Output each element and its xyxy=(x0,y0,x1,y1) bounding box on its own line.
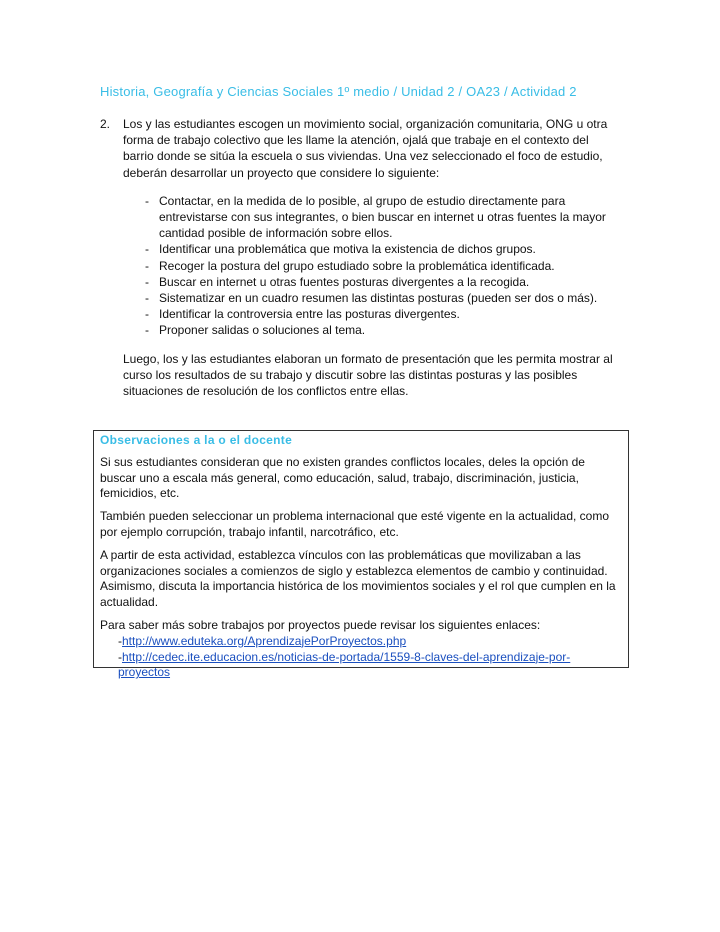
observations-box xyxy=(93,430,629,680)
bullet: - xyxy=(145,323,149,338)
observation-paragraph: También pueden seleccionar un problema internacional que esté vigente en la actualidad, como por ejemplo corrupción, trabajo infantil, narcotráfico, etc. xyxy=(100,509,609,539)
breadcrumb-header: Historia, Geografía y Ciencias Sociales 1º medio / Unidad 2 / OA23 / Actividad 2 xyxy=(100,84,577,99)
list-item-text: Identificar una problemática que motiva la existencia de dichos grupos. xyxy=(159,242,536,257)
observation-paragraph: Si sus estudiantes consideran que no existen grandes conflictos locales, deles la opción de buscar uno a escala más general, como educación, salud, trabajo, discriminación, justicia, femicidios, etc. xyxy=(100,454,585,501)
list-item xyxy=(145,258,622,274)
bullet: - xyxy=(145,193,149,208)
list-item-text: Recoger la postura del grupo estudiado sobre la problemática identificada. xyxy=(159,258,555,273)
link-prefix: - xyxy=(118,649,122,664)
list-item-text: Sistematizar en un cuadro resumen las distintas posturas (pueden ser dos o más). xyxy=(159,291,598,306)
list-item-text: Contactar, en la medida de lo posible, al grupo de estudio directamente para entrevistarse con sus integrantes, o bien buscar en internet u otras fuentes la mayor cantidad posible de información sobre ellos. xyxy=(159,193,606,241)
list-item xyxy=(145,322,622,338)
bullet: - xyxy=(145,242,149,257)
list-item-text: Identificar la controversia entre las posturas divergentes. xyxy=(159,307,460,322)
activity-section xyxy=(100,116,622,399)
observations-title: Observaciones a la o el docente xyxy=(100,433,293,447)
observation-paragraph: A partir de esta actividad, establezca vínculos con las problemáticas que movilizaban a las organizaciones sociales a comienzos de siglo y establezca elementos de cambio y continuidad. Asimismo, discuta la importancia histórica de los movimientos sociales y el rol que cumplen en la actualidad. xyxy=(100,547,616,610)
activity-intro: Los y las estudiantes escogen un movimiento social, organización comunitaria, ONG u otra forma de trabajo colectivo que les llame la atención, ojalá que trabaje en el contexto del barrio donde se sitúa la escuela o sus viviendas. Una vez seleccionado el foco de estudio, deberán desarrollar un proyecto que considere lo siguiente: xyxy=(123,117,608,180)
list-item-text: Buscar en internet u otras fuentes posturas divergentes a la recogida. xyxy=(159,274,530,289)
list-item xyxy=(145,306,622,322)
activity-number: 2. xyxy=(100,117,111,131)
list-item xyxy=(145,193,622,242)
links-intro: Para saber más sobre trabajos por proyectos puede revisar los siguientes enlaces: xyxy=(100,617,541,632)
links-list xyxy=(118,634,622,681)
list-item-text: Proponer salidas o soluciones al tema. xyxy=(159,323,366,338)
cedec-link[interactable]: http://cedec.ite.educacion.es/noticias-de-portada/1559-8-claves-del-aprendizaje-por-proyectos xyxy=(118,649,571,680)
list-item xyxy=(145,274,622,290)
activity-closing: Luego, los y las estudiantes elaboran un formato de presentación que les permita mostrar al curso los resultados de su trabajo y discutir sobre las distintas posturas y las posibles situaciones de resolución de los conflictos entre ellas. xyxy=(123,351,613,399)
bullet: - xyxy=(145,307,149,322)
eduteka-link[interactable]: http://www.eduteka.org/AprendizajePorProyectos.php xyxy=(122,633,407,648)
bullet: - xyxy=(145,258,149,273)
bullet: - xyxy=(145,291,149,306)
list-item xyxy=(145,290,622,306)
list-item xyxy=(145,241,622,257)
bullet: - xyxy=(145,274,149,289)
task-list xyxy=(100,193,622,339)
link-prefix: - xyxy=(118,633,122,648)
